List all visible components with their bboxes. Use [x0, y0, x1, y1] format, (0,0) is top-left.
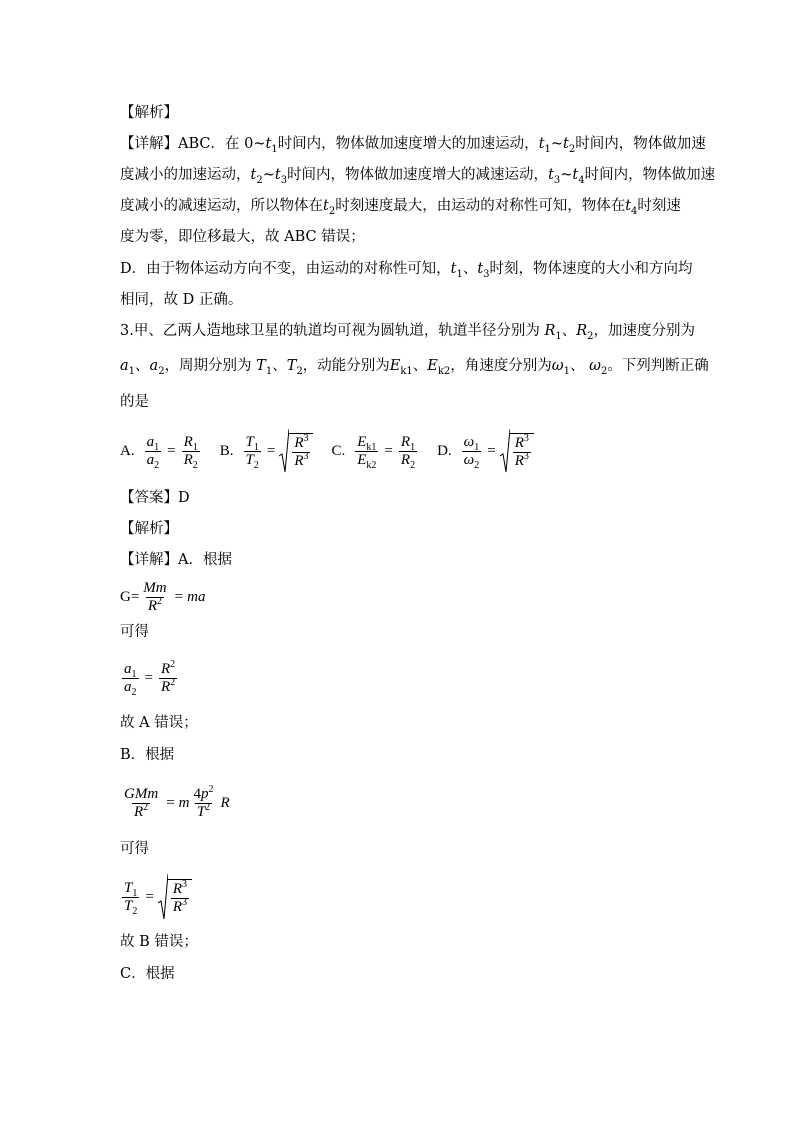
question-3-line-1: 3.甲、乙两人造地球卫星的轨道均可视为圆轨道，轨道半径分别为 $R_1$、$R_2$，加速度分别为 — [120, 323, 696, 342]
equation-accel-ratio: $\frac{a_1}{a_2}$ = $\frac{R^2}{R^2}$ — [124, 658, 176, 698]
detail-intro: 【详解】ABC．在 0~ — [120, 136, 266, 152]
detail-line-1: 【详解】ABC．在 $0\sim t_1$时间内，物体做加速度增大的加速运动，$t_1\sim t_2$时间内，物体做加速 — [120, 136, 706, 155]
analysis-header-1: 【解析】 — [120, 105, 178, 121]
equation-period-ratio: $\frac{T_1}{T_2}$ = $\frac{R^3}{R^3}$ — [120, 870, 192, 924]
detail-line-4: 度为零，即位移最大，故 ABC 错误； — [120, 229, 365, 245]
analysis-header-2: 【解析】 — [120, 521, 178, 537]
option-c: C. $\frac{E_{k1}}{E_{k2}}$ = $\frac{R_1}{R_2}$ — [331, 433, 416, 471]
conclusion-a: 故 A 错误； — [120, 715, 198, 731]
equation-gravity-accel: G= $\frac{Mm}{R^2}$ = m a — [120, 579, 206, 614]
option-a: A. $\frac{a_1}{a_2}$ = $\frac{R_1}{R_2}$ — [120, 433, 198, 471]
detail-a-intro: 【详解】A．根据 — [120, 552, 232, 568]
question-3-line-2: $a_1$、$a_2$，周期分别为 $T_1$、$T_2$，动能分别为$E_{k1}$、$E_{k2}$，角速度分别为$\omega_1$、 $\omega_2$。下列判断正确 — [120, 358, 709, 377]
options-row — [120, 424, 552, 478]
sqrt-symbol: $\frac{R^3}{R^3}$ — [158, 873, 192, 921]
b-label: B．根据 — [120, 747, 175, 763]
conclusion-b: 故 B 错误； — [120, 934, 198, 950]
sqrt-symbol: $\frac{R^3}{R^3}$ — [500, 428, 534, 474]
detail-d-line-2: 相同，故 D 正确。 — [120, 292, 243, 308]
detail-d-line-1: D．由于物体运动方向不变，由运动的对称性可知，$t_1$、$t_3$时刻，物体速度的大小和方向均 — [120, 261, 693, 280]
answer: 【答案】D — [120, 490, 190, 506]
kede-1: 可得 — [120, 624, 149, 640]
c-label: C．根据 — [120, 966, 175, 982]
question-3-line-3: 的是 — [120, 394, 149, 410]
sqrt-symbol: $\frac{R^3}{R^3}$ — [279, 428, 313, 474]
equation-gravity-period: $\frac{\text{GMm}}{R^2}$ = m $\frac{4p^2}{T^2}$ R — [124, 783, 230, 820]
detail-line-3: 度减小的减速运动，所以物体在$t_2$时刻速度最大，由运动的对称性可知，物体在$t_4$时刻速 — [120, 198, 681, 217]
option-d: D. $\frac{\omega_1}{\omega_2}$ = $\frac{R^3}{R^3}$ — [437, 428, 534, 474]
kede-2: 可得 — [120, 841, 149, 857]
option-b: B. $\frac{T_1}{T_2}$ = $\frac{R^3}{R^3}$ — [220, 428, 314, 474]
detail-line-2: 度减小的加速运动，$t_2\sim t_3$时间内，物体做加速度增大的减速运动，$t_3\sim t_4$时间内，物体做加速 — [120, 167, 716, 186]
